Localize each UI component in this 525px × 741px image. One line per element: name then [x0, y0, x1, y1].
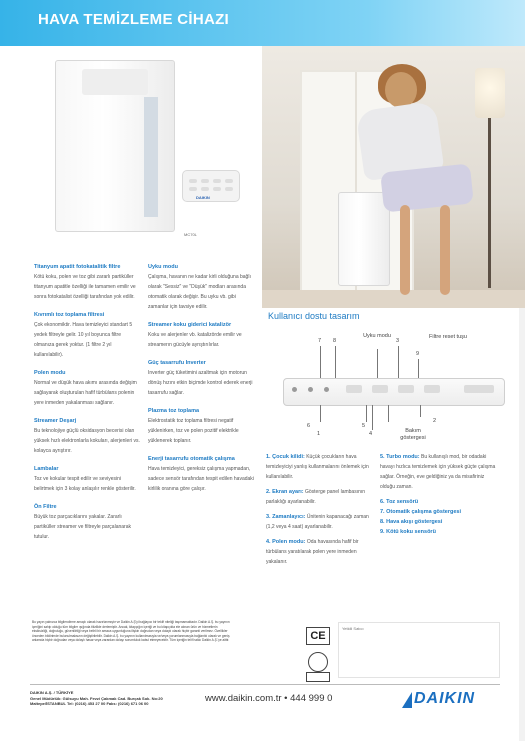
daikin-logo-mark [402, 692, 412, 708]
feature-block [34, 416, 140, 456]
feature-text: Bu teknolojiye güçlü oksidasyon becerisi olan yüksek hızlı elektronlarla kokuları, alerjenleri vs. kolayca ayrıştırır. [34, 428, 140, 454]
website-phone: www.daikin.com.tr • 444 999 0 [205, 693, 333, 704]
feature-block [148, 454, 254, 494]
control-item-title: 6. Toz sensörü [380, 499, 419, 505]
leader-line [418, 359, 419, 378]
feature-title: Lambalar [34, 466, 59, 472]
callout-label: 1 [317, 431, 321, 437]
company-name: DAIKIN A.Ş. / TÜRKİYE [30, 690, 74, 695]
control-item-title: 1. Çocuk kilidi: [266, 454, 305, 460]
callout-label: 7 [318, 338, 322, 344]
control-item-title: 2. Ekran ayarı: [266, 489, 304, 495]
feature-text: Kötü koku, polen ve toz gibi zararlı partiküller titanyum apatitle özelliği ile tamamen emilir ve sonra fotokatalist özelliği tarafından yok edilir. [34, 274, 136, 300]
lamp-shade [475, 68, 505, 118]
callout-label: 2 [433, 418, 437, 424]
leader-line [320, 405, 321, 422]
control-item-text: Bu kullanışlı mod, bir odadaki havayı hızlıca temizlemek için yüksek güçte çalışma sağlar. Örneğin, eve geldiğiniz ya da misafiriniz olduğu zaman. [380, 454, 496, 490]
feature-title: Uyku modu [148, 264, 178, 270]
feature-title: Streamer koku giderici katalizör [148, 322, 232, 328]
control-item-text: Gösterge panel lambasının parlaklığı ayarlanabilir. [266, 489, 366, 505]
address-line: Maltepe/İSTANBUL Tel: (0216) 453 27 00 Faks: (0216) 671 06 00 [30, 701, 149, 706]
control-item [266, 537, 376, 567]
feature-text: Hava temizleyici, gereksiz çalışma yapmadan, sadece sensör tarafından tespit edilen havadaki kirlilik oranına göre çalışır. [148, 466, 254, 492]
certification-seal [308, 652, 328, 672]
features-mid-column [148, 262, 254, 494]
woman-head [385, 72, 417, 108]
features-left-column [34, 262, 140, 542]
footer-address [30, 690, 163, 707]
remote-button [225, 179, 233, 183]
feature-block [34, 310, 140, 360]
air-purifier-image [55, 60, 175, 232]
certification-mark [306, 672, 330, 682]
remote-button [201, 187, 209, 191]
feature-title: Güç tasarrufu Inverter [148, 360, 206, 366]
controls-desc-right [380, 452, 498, 537]
feature-text: Çalışma, havanın ne kadar kirli olduğuna bağlı olarak "Sessiz" ve "Düşük" modları arasında otomatik olarak değişir. Bu uyku vb. gibi zamanlar için tavsiye edilir. [148, 274, 251, 310]
feature-title: Streamer Deşarj [34, 418, 77, 424]
feature-block [148, 320, 254, 350]
feature-text: Büyük toz parçacıklarını yakalar. Zararlı partiküller streamer ve filtreyle parçalanarak tutulur. [34, 514, 131, 540]
leader-line [320, 346, 321, 378]
leader-line [372, 405, 373, 430]
panel-button [398, 385, 414, 393]
leader-line [398, 346, 399, 378]
control-item [266, 452, 376, 482]
control-item [266, 512, 376, 532]
feature-block [34, 464, 140, 494]
leader-line [388, 405, 389, 422]
control-item-title: 5. Turbo modu: [380, 454, 420, 460]
remote-button [213, 179, 221, 183]
controls-desc-left [266, 452, 376, 567]
feature-text: Normal ve düşük hava akımı arasında değişim sağlayarak oluşturulan hafif türbülans polenin yere inmeden yakalanması sağlanır. [34, 380, 137, 406]
footer-divider [30, 684, 500, 685]
feature-title: Polen modu [34, 370, 66, 376]
feature-title: Kıvrımlı toz toplama filtresi [34, 312, 105, 318]
control-item-title: 9. Kötü koku sensörü [380, 529, 436, 535]
feature-block [34, 262, 140, 302]
control-item-title: 7. Otomatik çalışma göstergesi [380, 509, 462, 515]
remote-button [189, 187, 197, 191]
feature-text: Elektrostatik toz toplama filtresi negatif yüklenirken, toz ve polen pozitif elektrikle yüklenerek toplanır. [148, 418, 239, 444]
control-item-text: Ünitenin kapanacağı zaman (1,2 veya 4 saat) ayarlanabilir. [266, 514, 369, 530]
panel-button [464, 385, 494, 393]
disclaimer-text: Bu yayın yalnızca bilgilendirme amaçlı olarak hazırlanmıştır ve Daikin A.Ş'yi bağlayıcı bir teklif niteliği taşımamaktadır. Daikin A.Ş. bu yayının içeriğini sahip olduğu tüm bilgiler ışığında titizlikle derlemiştir. Ancak, kitapçığın içeriği ve bu kitapçıkta ele alınan ürün ve hizmetlerin eksiksizliği, doğruluğu, güvenilirliği veya belirli bir amaca uygunluğuna ilişkin doğrudan veya dolaylı olarak hiçbir garanti verilmez. Özellikler önceden bildirimde bulunulmaksızın değiştirilebilir. Daikin A.Ş. bu yayının kullanılmasıyla ve/veya yorumlanmasıyla bağlantılı olarak ve geniş anlamda hiçbir doğrudan veya dolaylı hasar veya zarardan dolayı sorumluluk kabul etmeyecektir. Tüm içeriğin telif hakkı Daikin A.Ş.'ye aittir. [32, 620, 230, 643]
panel-button [424, 385, 440, 393]
callout-label: 9 [416, 351, 420, 357]
purifier-vent [82, 69, 148, 95]
callout-label: 6 [307, 423, 311, 429]
purifier-side-strip [144, 97, 158, 217]
feature-title: Enerji tasarrufu otomatik çalışma [148, 456, 235, 462]
woman-leg [400, 205, 410, 295]
daikin-logo: DAIKIN [414, 690, 476, 707]
feature-title: Ön Filtre [34, 504, 57, 510]
remote-button [213, 187, 221, 191]
leader-line [366, 405, 367, 422]
air-purifier-in-room [338, 192, 390, 286]
leader-line [377, 349, 378, 378]
callout-label: 3 [396, 338, 400, 344]
control-item-text: Oda havasında hafif bir türbülans yaratılarak polen yere inmeden yakalanır. [266, 539, 359, 565]
feature-block [34, 502, 140, 542]
feature-text: Çok ekonomiktir. Hava temizleyici standart 5 yedek filtreyle gelir. 10 yıl boyunca filtre olmanıza gerek yoktur. (1 filtre 2 yıl kullanılabilir). [34, 322, 133, 358]
control-item [266, 487, 376, 507]
leader-line [420, 405, 421, 417]
remote-button [201, 179, 209, 183]
remote-logo: DAIKIN [196, 195, 210, 200]
control-item-text: Küçük çocukların hava temizleyiciyi yanlış kullanmalarını önlemek için kullanılabilir. [266, 454, 369, 480]
lamp-stem [488, 118, 491, 288]
address-line: Genel Müdürlük: Gülsuyu Mah. Fevzi Çakmak Cad. Burçak Sok. No:20 [30, 695, 163, 701]
remote-control-image [182, 170, 240, 202]
feature-title: Titanyum apatit fotokatalitik filtre [34, 264, 121, 270]
dealer-label: Yetkili Satıcı [342, 626, 364, 631]
feature-block [34, 368, 140, 408]
control-item-title: 8. Hava akışı göstergesi [380, 519, 443, 525]
control-item-title: 3. Zamanlayıcı: [266, 514, 306, 520]
remote-button [225, 187, 233, 191]
panel-button [372, 385, 388, 393]
panel-indicator [308, 387, 313, 392]
callout-label: Filtre reset tuşu [429, 334, 467, 340]
feature-block [148, 358, 254, 398]
control-panel-image [283, 378, 505, 406]
ce-mark: CE [306, 627, 330, 645]
leader-line [335, 346, 336, 378]
callout-label: 5 [362, 423, 366, 429]
panel-button [346, 385, 362, 393]
model-label: MC70L [184, 232, 197, 237]
feature-text: Toz ve kokular tespit edilir ve seviyesini belirtmek için 3 kolay anlaşılır renkle gösterilir. [34, 476, 136, 492]
callout-label: Bakım göstergesi [400, 428, 426, 441]
floor [262, 290, 525, 308]
page-title: HAVA TEMİZLEME CİHAZI [38, 11, 230, 28]
section-title: Kullanıcı dostu tasarım [268, 311, 360, 321]
feature-block [148, 262, 254, 312]
woman-leg [440, 205, 450, 295]
feature-block [148, 406, 254, 446]
remote-button [189, 179, 197, 183]
control-item [380, 452, 498, 492]
feature-title: Plazma toz toplama [148, 408, 200, 414]
feature-text: Inverter güç tüketimini azaltmak için motorun dönüş hızını etkin biçimde kontrol ederek enerji tasarrufu sağlar. [148, 370, 253, 396]
callout-label: 8 [333, 338, 337, 344]
callout-label: Uyku modu [363, 333, 391, 339]
feature-text: Koku ve alerjenler vb. katalizörde emilir ve streamerın gücüyle ayrıştırılırlar. [148, 332, 242, 348]
panel-indicator [324, 387, 329, 392]
panel-indicator [292, 387, 297, 392]
control-item-title: 4. Polen modu: [266, 539, 306, 545]
callout-label: 4 [369, 431, 373, 437]
